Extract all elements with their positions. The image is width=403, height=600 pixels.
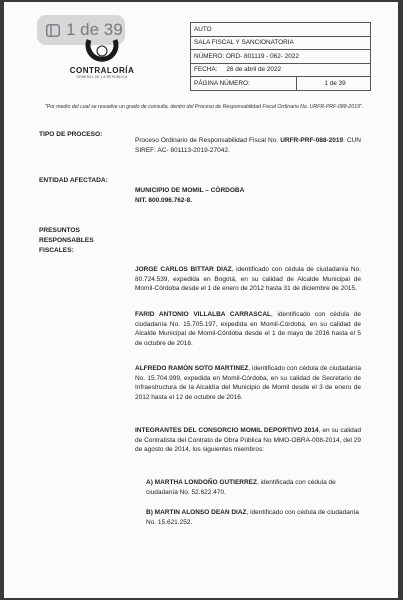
intro-text: "Por medio del cual se resuelve un grado de consulta, dentro del Proceso de Responsabilidad Fiscal Ordinario No. URFR-PRF-088-2019".: [44, 104, 364, 110]
entidad-label: ENTIDAD AFECTADA:: [39, 177, 108, 184]
tipo-proceso-label: TIPO DE PROCESO:: [39, 131, 103, 138]
header-auto: AUTO: [191, 23, 371, 37]
responsable-1: [135, 265, 361, 294]
responsable-3-text: , identificado con cédula de ciudadanía No. 15.704.999, expedida en Momil-Córdoba, en su calidad de Secretario de Infraestructura de la Alcaldía del Municipio de Momil desde el 3 de enero de 2012 hasta el 12 de octubre de 2016.: [135, 365, 362, 401]
miembro-a-prefix: A): [146, 479, 155, 486]
responsable-4: [135, 426, 361, 455]
miembro-a-text: , identificada con cédula de ciudadanía No. 52.622.470.: [146, 479, 336, 496]
contraloria-logo: [52, 36, 152, 79]
header-numero: NÚMERO: ORD- 801119 - 062- 2022: [191, 50, 371, 64]
responsable-2-text: , identificado con cédula de ciudadanía No. 15.705.197, expedida en Momil-Córdoba, en su calidad de Alcalde Municipal de Momil-Córdoba desde el 1 de mayo de 2016 hasta el 5 de octubre de 2016.: [135, 311, 361, 347]
entidad-name: MUNICIPIO DE MOMIL – CÓRDOBA: [135, 187, 245, 194]
header-fecha: [191, 63, 371, 77]
miembro-b-name: MARTIN ALONSO DEAN DIAZ: [154, 509, 247, 516]
responsable-2: [135, 310, 361, 348]
entidad-nit: NIT. 800.096.762-8.: [135, 196, 193, 204]
document-page: [4, 2, 398, 598]
tipo-proceso-number: URFR-PRF-088-2019: [280, 137, 344, 144]
miembro-a-name: MARTHA LONDOÑO GUTIERREZ: [154, 479, 257, 486]
fecha-value: 26 de abril de 2022: [226, 66, 282, 74]
responsable-4-text: , en su calidad de Contratista del Contrato de Obra Pública No MMO-OBRA-008-2014, del 29 de agosto de 2014, los siguientes miembros:: [135, 427, 361, 454]
header-sala: SALA FISCAL Y SANCIONATORIA: [191, 36, 371, 50]
responsable-4-name: INTEGRANTES DEL CONSORCIO MOMIL DEPORTIVO 2014: [135, 427, 319, 434]
presuntos-label-1: PRESUNTOS: [39, 227, 80, 234]
header-pagina-label: PÁGINA NÚMERO:: [191, 77, 297, 91]
responsable-1-text: , identificado con cédula de ciudadanía No. 80.724.539, expedida en Bogotá, en su calidad de Alcalde Municipal de Momil-Córdoba desde el 1 de enero de 2012 hasta 31 de diciembre de 2015.: [135, 266, 361, 293]
presuntos-label-2: RESPONSABLES: [39, 237, 94, 244]
miembro-b-prefix: B): [146, 509, 155, 516]
logo-emblem-icon: [85, 36, 119, 66]
logo-tagline: GENERAL DE LA REPÚBLICA: [76, 75, 128, 79]
tipo-proceso-text: [135, 136, 361, 155]
logo-name: CONTRALORÍA: [69, 66, 135, 75]
header-table: [190, 22, 371, 91]
sidebar-icon: [46, 24, 60, 37]
miembro-b-text: , identificado con cédula de ciudadanía No. 15.621.252.: [146, 509, 359, 526]
responsable-1-name: JORGE CARLOS BITTAR DIAZ: [135, 266, 232, 273]
presuntos-label: [39, 226, 94, 256]
entidad-text: [135, 186, 361, 205]
responsable-3-name: ALFREDO RAMÓN SOTO MARTINEZ: [135, 365, 249, 372]
tipo-proceso-pre: Proceso Ordinario de Responsabilidad Fiscal No.: [135, 137, 281, 144]
fecha-label: FECHA:: [194, 66, 218, 74]
miembro-b: [146, 508, 360, 527]
responsable-2-name: FARID ANTONIO VILLALBA CARRASCAL: [135, 311, 271, 318]
presuntos-label-3: FISCALES:: [39, 247, 74, 254]
page-indicator-text: 1 de 39: [66, 20, 123, 39]
miembro-a: [146, 478, 360, 497]
tipo-proceso-post: . CUN SIREF: AC- 801113-2019-27042.: [135, 137, 361, 154]
header-pagina-value: 1 de 39: [297, 77, 371, 91]
responsable-3: [135, 364, 361, 402]
